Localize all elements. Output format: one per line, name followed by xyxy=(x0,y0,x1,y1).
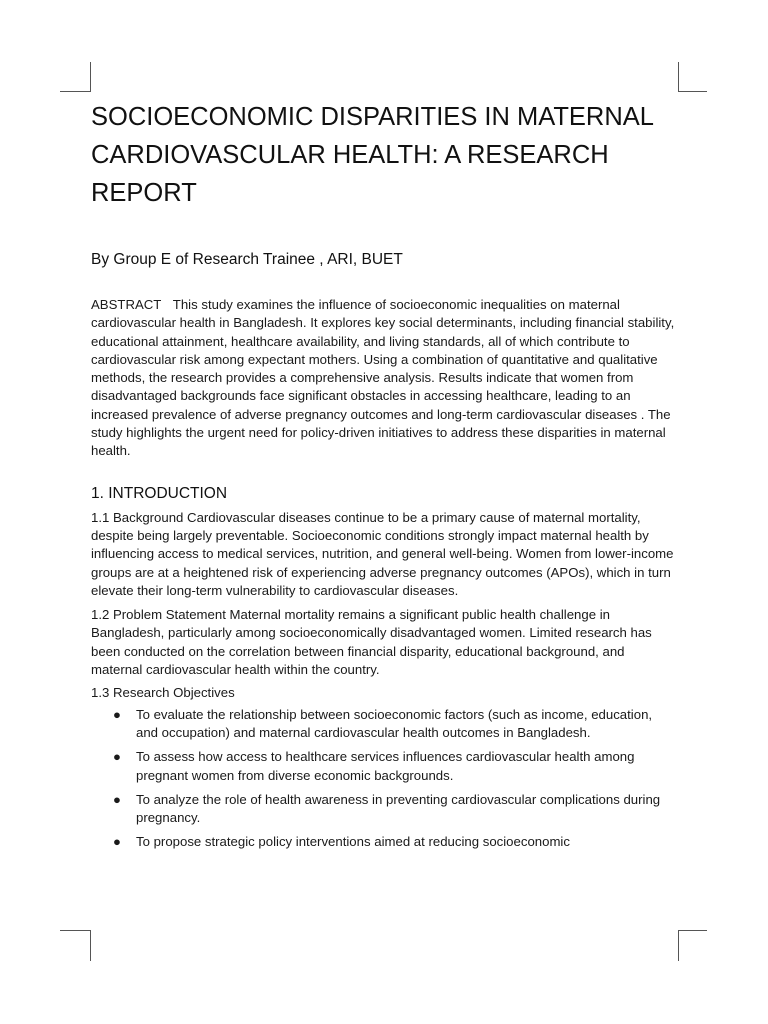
list-item xyxy=(91,791,677,828)
list-item xyxy=(91,833,677,851)
byline: By Group E of Research Trainee , ARI, BUET xyxy=(91,251,403,268)
problem-statement-paragraph: 1.2 Problem Statement Maternal mortality remains a significant public health challenge in Bangladesh, particularly among socioeconomically disadvantaged women. Limited research has been conducted on the correlation between financial disparity, educational background, and maternal cardiovascular health within the country. xyxy=(91,607,652,678)
abstract xyxy=(91,296,677,461)
background-paragraph: 1.1 Background Cardiovascular diseases continue to be a primary cause of maternal mortality, despite being largely preventable. Socioeconomic conditions strongly impact maternal health by influencing access to medical services, nutrition, and general well-being. Women from lower-income groups are at a heightened risk of experiencing adverse pregnancy outcomes (APOs), which in turn elevate their long-term vulnerability to cardiovascular diseases. xyxy=(91,509,674,598)
section-heading-introduction: 1. INTRODUCTION xyxy=(91,484,228,502)
crop-mark-bottom-right xyxy=(678,930,707,961)
objectives-list xyxy=(91,706,677,852)
crop-mark-top-right xyxy=(678,62,707,92)
abstract-label: ABSTRACT xyxy=(91,297,162,312)
bullet-icon: ● xyxy=(113,749,121,765)
crop-mark-top-left xyxy=(60,62,91,92)
report-title: SOCIOECONOMIC DISPARITIES IN MATERNAL CARDIOVASCULAR HEALTH: A RESEARCH REPORT xyxy=(91,103,654,207)
abstract-text: This study examines the influence of socioeconomic inequalities on maternal cardiovascular health in Bangladesh. It explores key social determinants, including financial stability, educational attainment, healthcare availability, and living standards, all of which contribute to cardiovascular risk among expectant mothers. Using a combination of quantitative and qualitative methods, the research provides a comprehensive analysis. Results indicate that women from disadvantaged backgrounds face significant obstacles in accessing healthcare, leading to an increased prevalence of adverse pregnancy outcomes and long-term cardiovascular diseases . The study highlights the urgent need for policy-driven initiatives to address these disparities in maternal health. xyxy=(91,297,675,459)
list-item xyxy=(91,748,677,785)
bullet-icon: ● xyxy=(113,791,121,807)
bullet-icon: ● xyxy=(113,706,121,722)
objective-text: To evaluate the relationship between socioeconomic factors (such as income, education, and occupation) and maternal cardiovascular health outcomes in Bangladesh. xyxy=(136,706,653,740)
objective-text: To propose strategic policy interventions aimed at reducing socioeconomic xyxy=(136,834,570,850)
bullet-icon: ● xyxy=(113,834,121,850)
list-item xyxy=(91,706,677,743)
objective-text: To assess how access to healthcare services influences cardiovascular health among pregnant women from diverse economic backgrounds. xyxy=(136,749,635,783)
crop-mark-bottom-left xyxy=(60,930,91,961)
objectives-heading: 1.3 Research Objectives xyxy=(91,685,235,701)
objective-text: To analyze the role of health awareness in preventing cardiovascular complications during pregnancy. xyxy=(136,791,661,826)
page-content xyxy=(91,98,677,858)
